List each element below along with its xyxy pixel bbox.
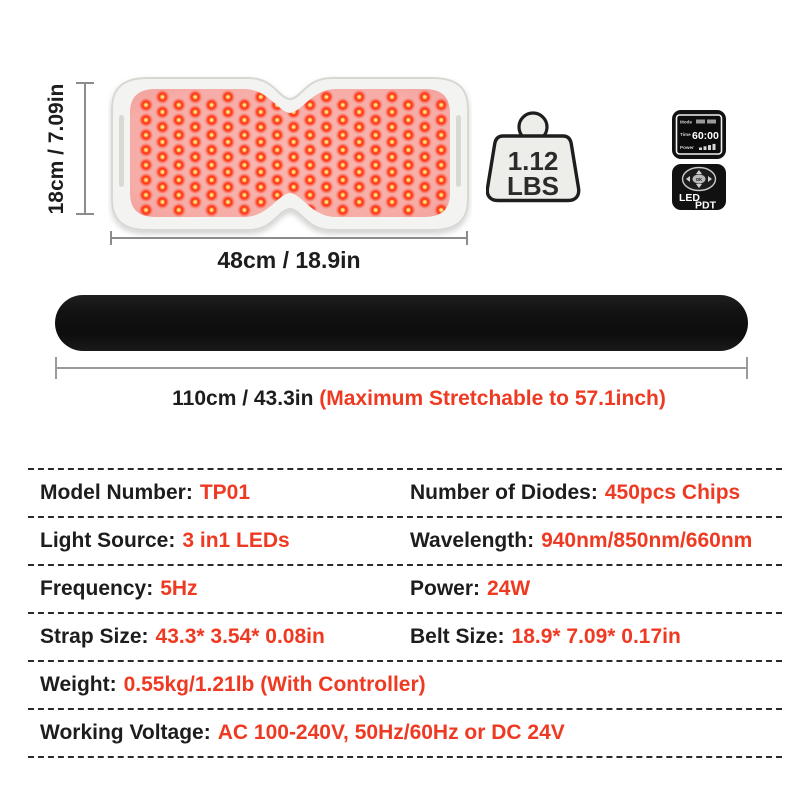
spec-label: Model Number: xyxy=(40,481,193,504)
led-dot-core xyxy=(259,200,262,203)
led-dot-core xyxy=(390,200,393,203)
led-dot-core xyxy=(194,110,197,113)
spec-row xyxy=(28,564,782,612)
strap-length-label-primary: 110cm / 43.3in xyxy=(172,387,314,410)
spec-cell xyxy=(28,721,565,745)
led-dot-core xyxy=(177,133,180,136)
pad-width-label: 48cm / 18.9in xyxy=(217,247,361,273)
spec-row xyxy=(28,468,782,516)
led-dot-core xyxy=(358,185,361,188)
led-dot-core xyxy=(341,148,344,151)
led-dot-core xyxy=(325,185,328,188)
led-dot-core xyxy=(210,118,213,121)
spec-cell xyxy=(410,529,752,553)
led-dot-core xyxy=(194,95,197,98)
led-dot-core xyxy=(243,208,246,211)
led-dot-core xyxy=(259,140,262,143)
strap-slot-left xyxy=(119,115,124,187)
led-dot-core xyxy=(276,148,279,151)
controller-illustration xyxy=(672,110,726,210)
spec-cell xyxy=(28,577,410,601)
led-dot-core xyxy=(374,148,377,151)
spec-row xyxy=(28,516,782,564)
spec-cell xyxy=(28,529,410,553)
screen-mode-label: Mode xyxy=(680,119,692,125)
pad-height-dimension-line xyxy=(84,83,86,215)
pad-height-tick-top xyxy=(76,82,94,84)
led-dot-core xyxy=(407,208,410,211)
led-dot-core xyxy=(243,193,246,196)
led-dot-core xyxy=(325,155,328,158)
spec-cell xyxy=(410,577,530,601)
led-dot-core xyxy=(440,163,443,166)
led-dot-core xyxy=(341,193,344,196)
led-dot-core xyxy=(259,110,262,113)
led-dot-core xyxy=(161,95,164,98)
led-dot-core xyxy=(308,148,311,151)
led-dot-core xyxy=(243,148,246,151)
led-dot-core xyxy=(308,178,311,181)
led-dot-core xyxy=(358,110,361,113)
led-dot-core xyxy=(325,95,328,98)
led-dot-core xyxy=(341,178,344,181)
screen-power-bar3 xyxy=(708,145,711,150)
spec-table xyxy=(28,468,782,758)
led-dot-core xyxy=(390,95,393,98)
strap-illustration xyxy=(55,295,748,351)
led-dot-core xyxy=(292,140,295,143)
led-dot-core xyxy=(440,193,443,196)
led-dot-core xyxy=(325,110,328,113)
led-dot-core xyxy=(423,200,426,203)
led-dot-core xyxy=(341,208,344,211)
led-dot-core xyxy=(177,193,180,196)
led-dot-core xyxy=(194,140,197,143)
spec-value: 450pcs Chips xyxy=(604,481,741,504)
led-dot-core xyxy=(210,208,213,211)
led-dot-core xyxy=(423,155,426,158)
spec-label: Light Source: xyxy=(40,529,176,552)
led-dot-core xyxy=(407,103,410,106)
strap-length-label xyxy=(38,387,800,411)
led-dot-core xyxy=(423,110,426,113)
screen-time-label: Time xyxy=(680,132,691,137)
spec-label: Frequency: xyxy=(40,577,154,600)
spec-value: AC 100-240V, 50Hz/60Hz or DC 24V xyxy=(217,721,565,744)
spec-value: 18.9* 7.09* 0.17in xyxy=(511,625,681,648)
led-dot-core xyxy=(226,200,229,203)
pad-height-label: 18cm / 7.09in xyxy=(45,83,68,215)
led-dot-core xyxy=(210,103,213,106)
led-dot-core xyxy=(440,118,443,121)
led-dot-core xyxy=(226,125,229,128)
led-dot-core xyxy=(423,125,426,128)
led-dot-core xyxy=(226,140,229,143)
led-dot-core xyxy=(259,185,262,188)
led-dot-core xyxy=(440,208,443,211)
led-dot-core xyxy=(144,148,147,151)
spec-cell xyxy=(28,625,410,649)
led-dot-core xyxy=(292,125,295,128)
led-dot-core xyxy=(358,170,361,173)
led-dot-core xyxy=(226,110,229,113)
strap-length-tick-left xyxy=(55,357,57,379)
led-dot-core xyxy=(144,163,147,166)
led-dot-core xyxy=(407,133,410,136)
led-dot-core xyxy=(177,208,180,211)
led-dot-core xyxy=(390,185,393,188)
led-dot-core xyxy=(358,200,361,203)
led-dot-core xyxy=(226,170,229,173)
led-dot-core xyxy=(358,140,361,143)
led-dot-core xyxy=(390,125,393,128)
led-dot-core xyxy=(161,200,164,203)
led-dot-core xyxy=(177,163,180,166)
led-dot-core xyxy=(226,155,229,158)
led-dot-core xyxy=(276,193,279,196)
led-dot-core xyxy=(226,185,229,188)
led-dot-core xyxy=(440,148,443,151)
led-dot-core xyxy=(177,178,180,181)
strap-length-label-note: (Maximum Stretchable to 57.1inch) xyxy=(319,387,666,410)
screen-mode-value-block1 xyxy=(696,120,705,124)
led-dot-core xyxy=(423,140,426,143)
led-dot-core xyxy=(308,133,311,136)
led-dot-core xyxy=(390,155,393,158)
led-dot-core xyxy=(276,118,279,121)
led-dot-core xyxy=(374,208,377,211)
led-dot-core xyxy=(276,163,279,166)
led-dot-core xyxy=(144,193,147,196)
led-dot-core xyxy=(194,170,197,173)
screen-power-label: Power xyxy=(680,145,694,150)
spec-value: 5Hz xyxy=(160,577,198,600)
led-dot-core xyxy=(407,148,410,151)
screen-power-bar2 xyxy=(704,146,707,150)
screen-power-bar1 xyxy=(699,148,702,151)
spec-label: Weight: xyxy=(40,673,117,696)
led-dot-core xyxy=(358,155,361,158)
led-dot-core xyxy=(325,140,328,143)
led-dot-core xyxy=(161,125,164,128)
spec-row xyxy=(28,660,782,708)
spec-label: Strap Size: xyxy=(40,625,149,648)
led-dot-core xyxy=(177,148,180,151)
led-dot-core xyxy=(374,163,377,166)
led-dot-core xyxy=(161,155,164,158)
spec-cell xyxy=(410,481,740,505)
led-dot-core xyxy=(243,133,246,136)
led-dot-core xyxy=(194,125,197,128)
led-dot-core xyxy=(407,118,410,121)
pad-width-tick-left xyxy=(110,231,112,245)
weight-unit: LBS xyxy=(507,171,559,201)
led-dot-core xyxy=(374,193,377,196)
led-dot-core xyxy=(374,133,377,136)
led-dot-core xyxy=(292,170,295,173)
led-dot-core xyxy=(341,133,344,136)
led-dot-core xyxy=(194,200,197,203)
led-dot-core xyxy=(210,193,213,196)
led-dot-core xyxy=(161,110,164,113)
led-dot-core xyxy=(210,163,213,166)
spec-value: 43.3* 3.54* 0.08in xyxy=(155,625,325,648)
led-pad-illustration xyxy=(108,73,472,239)
spec-value: 24W xyxy=(487,577,531,600)
spec-cell xyxy=(28,673,426,697)
weight-icon xyxy=(486,103,582,207)
led-dot-core xyxy=(177,103,180,106)
led-dot-core xyxy=(243,103,246,106)
led-dot-core xyxy=(440,178,443,181)
led-dot-core xyxy=(194,185,197,188)
led-dot-core xyxy=(144,118,147,121)
led-dot-core xyxy=(390,110,393,113)
led-dot-core xyxy=(407,178,410,181)
led-dot-core xyxy=(440,133,443,136)
led-dot-core xyxy=(243,118,246,121)
led-dot-core xyxy=(390,170,393,173)
led-dot-core xyxy=(423,95,426,98)
dpad-ok-label: OK xyxy=(695,176,703,182)
strap-length-dimension-line xyxy=(55,367,748,369)
strap-slot-right xyxy=(456,115,461,187)
screen-mode-value-block2 xyxy=(707,120,716,124)
led-dot-core xyxy=(194,155,197,158)
led-dot-core xyxy=(144,133,147,136)
weight-value: 1.12 xyxy=(507,146,559,176)
led-dot-core xyxy=(259,155,262,158)
controller-brand-line1: LED xyxy=(679,192,700,204)
led-dot-core xyxy=(259,95,262,98)
led-dot-core xyxy=(292,185,295,188)
led-dot-core xyxy=(374,118,377,121)
pad-width-tick-right xyxy=(466,231,468,245)
led-dot-core xyxy=(210,178,213,181)
led-dot-core xyxy=(358,125,361,128)
led-dot-core xyxy=(325,200,328,203)
led-dot-core xyxy=(210,133,213,136)
screen-time-value: 60:00 xyxy=(692,130,719,142)
pad-width-dimension-line xyxy=(110,237,468,239)
led-dot-core xyxy=(276,178,279,181)
led-dot-core xyxy=(292,155,295,158)
led-dot-core xyxy=(243,178,246,181)
controller-brand-line2: PDT xyxy=(695,199,716,210)
strap-length-tick-right xyxy=(746,357,748,379)
spec-cell xyxy=(410,625,681,649)
led-dot-core xyxy=(177,118,180,121)
led-dot-core xyxy=(308,118,311,121)
spec-row xyxy=(28,708,782,756)
spec-label: Working Voltage: xyxy=(40,721,211,744)
led-dot-core xyxy=(407,193,410,196)
led-dot-core xyxy=(325,125,328,128)
spec-label: Belt Size: xyxy=(410,625,505,648)
pad-height-tick-bottom xyxy=(76,213,94,215)
led-dot-core xyxy=(374,103,377,106)
spec-value: TP01 xyxy=(199,481,251,504)
spec-cell xyxy=(28,481,410,505)
led-dot-core xyxy=(161,170,164,173)
led-dot-core xyxy=(325,170,328,173)
led-dot-core xyxy=(276,133,279,136)
led-dot-core xyxy=(374,178,377,181)
led-dot-core xyxy=(308,193,311,196)
led-dot-core xyxy=(161,185,164,188)
led-dot-core xyxy=(407,163,410,166)
led-dot-core xyxy=(259,125,262,128)
spec-row xyxy=(28,612,782,660)
led-dot-core xyxy=(341,163,344,166)
led-dot-core xyxy=(341,103,344,106)
led-dot-core xyxy=(390,140,393,143)
led-dot-core xyxy=(308,103,311,106)
led-dot-core xyxy=(440,103,443,106)
led-dot-core xyxy=(144,208,147,211)
led-dot-core xyxy=(144,103,147,106)
led-dot-core xyxy=(308,163,311,166)
led-dot-core xyxy=(341,118,344,121)
led-dot-core xyxy=(226,95,229,98)
spec-label: Number of Diodes: xyxy=(410,481,598,504)
led-dot-core xyxy=(210,148,213,151)
spec-value: 0.55kg/1.21lb (With Controller) xyxy=(123,673,426,696)
led-dot-core xyxy=(144,178,147,181)
spec-value: 940nm/850nm/660nm xyxy=(541,529,753,552)
led-dot-core xyxy=(423,170,426,173)
led-dot-core xyxy=(161,140,164,143)
spec-value: 3 in1 LEDs xyxy=(182,529,290,552)
led-dot-core xyxy=(243,163,246,166)
led-dot-core xyxy=(259,170,262,173)
spec-label: Power: xyxy=(410,577,481,600)
led-dot-core xyxy=(358,95,361,98)
led-dot-core xyxy=(423,185,426,188)
screen-power-bar4 xyxy=(713,144,716,150)
spec-label: Wavelength: xyxy=(410,529,535,552)
